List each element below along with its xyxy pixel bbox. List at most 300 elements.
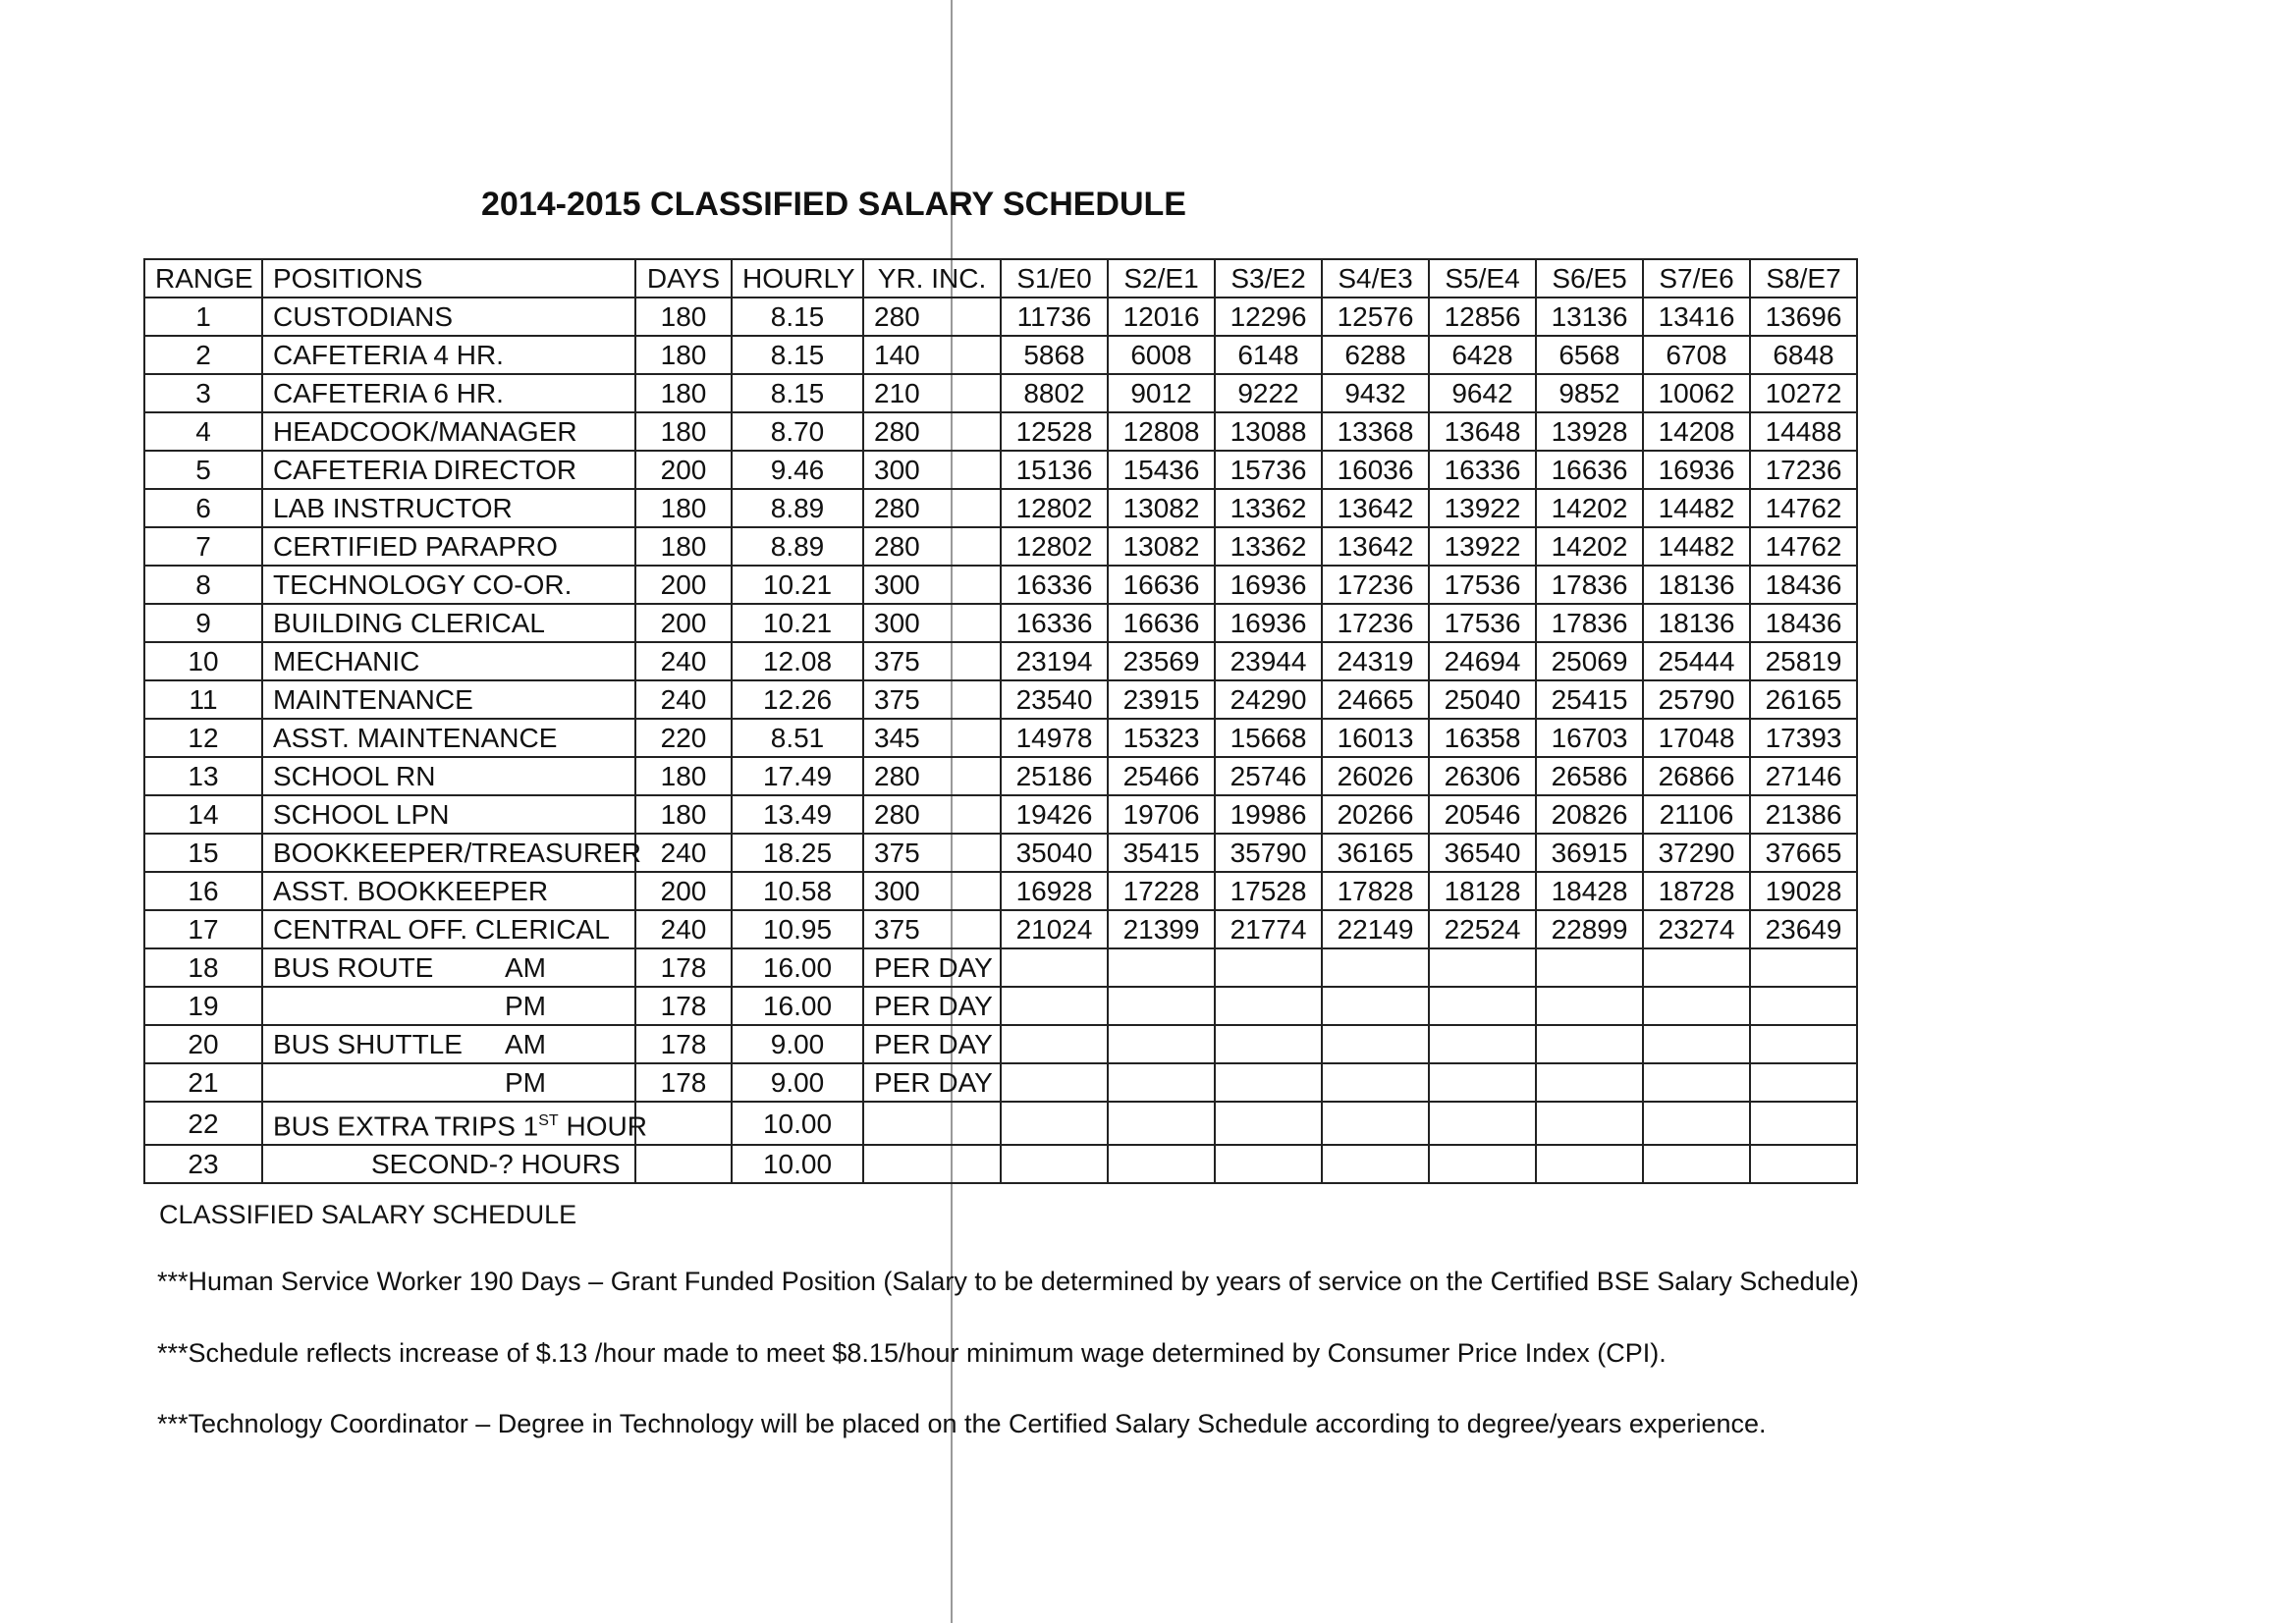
salary-step-cell: 13922 (1429, 527, 1536, 566)
salary-step-cell: 14762 (1750, 489, 1857, 527)
salary-step-cell: 14202 (1536, 527, 1643, 566)
salary-step-cell: 16703 (1536, 719, 1643, 757)
table-row (144, 1102, 1857, 1145)
salary-step-cell: 26866 (1643, 757, 1750, 795)
table-row (144, 374, 1857, 412)
salary-step-cell: 18128 (1429, 872, 1536, 910)
range-cell: 22 (144, 1102, 262, 1145)
hourly-cell: 12.08 (732, 642, 863, 680)
position-cell (262, 527, 635, 566)
position-cell (262, 1063, 635, 1102)
position-label: CERTIFIED PARAPRO (273, 531, 558, 562)
position-cell (262, 374, 635, 412)
salary-step-cell (1643, 987, 1750, 1025)
yearly-increment-cell: PER DAY (863, 1025, 1001, 1063)
hourly-cell: 10.95 (732, 910, 863, 948)
yearly-increment-cell: 375 (863, 910, 1001, 948)
table-row (144, 910, 1857, 948)
column-header: S2/E1 (1108, 259, 1215, 298)
salary-step-cell: 20546 (1429, 795, 1536, 834)
position-cell (262, 566, 635, 604)
yearly-increment-cell: 280 (863, 757, 1001, 795)
salary-step-cell: 26165 (1750, 680, 1857, 719)
salary-step-cell: 21774 (1215, 910, 1322, 948)
yearly-increment-cell: PER DAY (863, 948, 1001, 987)
salary-step-cell: 27146 (1750, 757, 1857, 795)
hourly-cell: 13.49 (732, 795, 863, 834)
note-technology-coordinator: ***Technology Coordinator – Degree in Technology will be placed on the Certified Salary Schedule according to degree/years experience. (157, 1409, 1767, 1438)
position-label: CENTRAL OFF. CLERICAL (273, 914, 610, 945)
salary-step-cell (1429, 987, 1536, 1025)
salary-step-cell: 20826 (1536, 795, 1643, 834)
salary-step-cell (1215, 1102, 1322, 1145)
salary-step-cell: 16936 (1643, 451, 1750, 489)
shift-label: AM (505, 952, 546, 983)
salary-step-cell: 21024 (1001, 910, 1108, 948)
days-cell: 240 (635, 642, 732, 680)
salary-step-cell: 36165 (1322, 834, 1429, 872)
position-label: ASST. MAINTENANCE (273, 723, 558, 753)
salary-step-cell: 37290 (1643, 834, 1750, 872)
position-label: BUS EXTRA TRIPS 1 (273, 1110, 539, 1142)
table-row (144, 680, 1857, 719)
salary-step-cell (1215, 1145, 1322, 1183)
salary-step-cell (1108, 1102, 1215, 1145)
table-header-row (144, 259, 1857, 298)
salary-step-cell: 22899 (1536, 910, 1643, 948)
salary-step-cell (1750, 1063, 1857, 1102)
yearly-increment-cell: 300 (863, 604, 1001, 642)
salary-step-cell (1001, 1063, 1108, 1102)
salary-step-cell: 16336 (1429, 451, 1536, 489)
salary-step-cell: 13642 (1322, 527, 1429, 566)
table-row (144, 719, 1857, 757)
position-label: TECHNOLOGY CO-OR. (273, 569, 573, 600)
hourly-cell: 8.15 (732, 298, 863, 336)
salary-step-cell (1429, 1063, 1536, 1102)
position-label: MECHANIC (273, 646, 420, 676)
salary-step-cell: 25819 (1750, 642, 1857, 680)
salary-step-cell (1322, 1102, 1429, 1145)
position-label: CAFETERIA DIRECTOR (273, 455, 577, 485)
column-header: S4/E3 (1322, 259, 1429, 298)
position-label: BUS ROUTE (273, 952, 434, 983)
days-cell: 240 (635, 834, 732, 872)
table-row (144, 987, 1857, 1025)
salary-step-cell (1001, 1145, 1108, 1183)
salary-step-cell: 19028 (1750, 872, 1857, 910)
days-cell: 240 (635, 680, 732, 719)
shift-label: PM (505, 1067, 546, 1098)
table-row (144, 527, 1857, 566)
position-label: ASST. BOOKKEEPER (273, 876, 549, 906)
position-label: SCHOOL RN (273, 761, 436, 791)
position-cell (262, 910, 635, 948)
salary-step-cell: 16936 (1215, 604, 1322, 642)
salary-step-cell (1215, 1025, 1322, 1063)
range-cell: 23 (144, 1145, 262, 1183)
position-cell (262, 489, 635, 527)
salary-step-cell: 17536 (1429, 566, 1536, 604)
salary-step-cell (1750, 987, 1857, 1025)
position-label: SCHOOL LPN (273, 799, 450, 830)
column-header: HOURLY (732, 259, 863, 298)
yearly-increment-cell (863, 1145, 1001, 1183)
position-label: BUS SHUTTLE (273, 1029, 463, 1059)
shift-label: AM (505, 1029, 546, 1059)
hourly-cell: 17.49 (732, 757, 863, 795)
position-suffix: HOUR (558, 1110, 647, 1142)
salary-step-cell (1322, 1025, 1429, 1063)
position-cell (262, 1025, 635, 1063)
days-cell: 200 (635, 451, 732, 489)
table-row (144, 948, 1857, 987)
table-row (144, 1025, 1857, 1063)
position-cell (262, 719, 635, 757)
salary-step-cell: 17528 (1215, 872, 1322, 910)
salary-step-cell: 23944 (1215, 642, 1322, 680)
days-cell: 180 (635, 374, 732, 412)
salary-step-cell: 10272 (1750, 374, 1857, 412)
salary-step-cell: 17536 (1429, 604, 1536, 642)
salary-step-cell: 12856 (1429, 298, 1536, 336)
hourly-cell: 10.21 (732, 566, 863, 604)
range-cell: 3 (144, 374, 262, 412)
salary-step-cell: 10062 (1643, 374, 1750, 412)
position-label: BUILDING CLERICAL (273, 608, 545, 638)
salary-step-cell (1001, 987, 1108, 1025)
column-header: S6/E5 (1536, 259, 1643, 298)
salary-step-cell: 13648 (1429, 412, 1536, 451)
position-label: SECOND-? HOURS (371, 1149, 621, 1180)
range-cell: 11 (144, 680, 262, 719)
salary-step-cell: 12802 (1001, 489, 1108, 527)
salary-step-cell (1643, 1025, 1750, 1063)
salary-step-cell: 14978 (1001, 719, 1108, 757)
salary-step-cell (1108, 987, 1215, 1025)
yearly-increment-cell: 280 (863, 795, 1001, 834)
salary-step-cell: 22149 (1322, 910, 1429, 948)
table-row (144, 412, 1857, 451)
salary-step-cell (1108, 1025, 1215, 1063)
salary-step-cell: 15436 (1108, 451, 1215, 489)
salary-step-cell: 15136 (1001, 451, 1108, 489)
range-cell: 20 (144, 1025, 262, 1063)
yearly-increment-cell: 300 (863, 451, 1001, 489)
salary-step-cell (1429, 1025, 1536, 1063)
salary-step-cell (1536, 1025, 1643, 1063)
position-cell (262, 948, 635, 987)
range-cell: 2 (144, 336, 262, 374)
days-cell: 180 (635, 412, 732, 451)
salary-step-cell: 18428 (1536, 872, 1643, 910)
salary-step-cell (1001, 948, 1108, 987)
salary-step-cell: 15736 (1215, 451, 1322, 489)
position-label: CAFETERIA 6 HR. (273, 378, 504, 408)
days-cell: 180 (635, 336, 732, 374)
salary-step-cell: 13696 (1750, 298, 1857, 336)
days-cell: 178 (635, 1063, 732, 1102)
salary-step-cell: 25466 (1108, 757, 1215, 795)
salary-step-cell (1322, 987, 1429, 1025)
salary-step-cell: 25444 (1643, 642, 1750, 680)
yearly-increment-cell: PER DAY (863, 987, 1001, 1025)
salary-step-cell: 25040 (1429, 680, 1536, 719)
yearly-increment-cell: 300 (863, 566, 1001, 604)
salary-step-cell: 18728 (1643, 872, 1750, 910)
salary-step-cell: 35790 (1215, 834, 1322, 872)
yearly-increment-cell (863, 1102, 1001, 1145)
days-cell: 178 (635, 948, 732, 987)
range-cell: 13 (144, 757, 262, 795)
salary-step-cell: 14208 (1643, 412, 1750, 451)
range-cell: 19 (144, 987, 262, 1025)
days-cell: 240 (635, 910, 732, 948)
salary-table (143, 258, 1858, 1184)
column-header: DAYS (635, 259, 732, 298)
salary-step-cell: 6288 (1322, 336, 1429, 374)
salary-step-cell (1322, 948, 1429, 987)
hourly-cell: 9.00 (732, 1025, 863, 1063)
range-cell: 16 (144, 872, 262, 910)
salary-step-cell: 23274 (1643, 910, 1750, 948)
range-cell: 7 (144, 527, 262, 566)
salary-step-cell: 26026 (1322, 757, 1429, 795)
range-cell: 12 (144, 719, 262, 757)
table-row (144, 795, 1857, 834)
column-header: S3/E2 (1215, 259, 1322, 298)
table-row (144, 642, 1857, 680)
yearly-increment-cell: 280 (863, 489, 1001, 527)
note-human-service-worker: ***Human Service Worker 190 Days – Grant Funded Position (Salary to be determined by years of service on the Certified BSE Salary Schedule) (157, 1267, 1859, 1296)
table-row (144, 834, 1857, 872)
position-cell (262, 757, 635, 795)
yearly-increment-cell: 375 (863, 680, 1001, 719)
salary-step-cell: 24694 (1429, 642, 1536, 680)
hourly-cell: 10.58 (732, 872, 863, 910)
salary-step-cell: 14482 (1643, 527, 1750, 566)
hourly-cell: 9.00 (732, 1063, 863, 1102)
hourly-cell: 10.00 (732, 1102, 863, 1145)
hourly-cell: 8.70 (732, 412, 863, 451)
salary-step-cell: 36540 (1429, 834, 1536, 872)
salary-step-cell: 13362 (1215, 489, 1322, 527)
salary-step-cell: 21106 (1643, 795, 1750, 834)
salary-step-cell: 24319 (1322, 642, 1429, 680)
range-cell: 1 (144, 298, 262, 336)
salary-step-cell: 35415 (1108, 834, 1215, 872)
salary-step-cell (1215, 1063, 1322, 1102)
range-cell: 4 (144, 412, 262, 451)
range-cell: 21 (144, 1063, 262, 1102)
salary-step-cell: 13928 (1536, 412, 1643, 451)
salary-step-cell: 6568 (1536, 336, 1643, 374)
salary-step-cell: 14202 (1536, 489, 1643, 527)
days-cell: 200 (635, 566, 732, 604)
position-label: LAB INSTRUCTOR (273, 493, 513, 523)
salary-step-cell: 12528 (1001, 412, 1108, 451)
salary-step-cell (1750, 1102, 1857, 1145)
days-cell: 180 (635, 795, 732, 834)
table-row (144, 298, 1857, 336)
position-label: CAFETERIA 4 HR. (273, 340, 504, 370)
salary-step-cell: 35040 (1001, 834, 1108, 872)
salary-step-cell: 18136 (1643, 566, 1750, 604)
salary-step-cell: 25415 (1536, 680, 1643, 719)
salary-step-cell: 13416 (1643, 298, 1750, 336)
salary-step-cell: 16928 (1001, 872, 1108, 910)
range-cell: 17 (144, 910, 262, 948)
salary-step-cell: 13642 (1322, 489, 1429, 527)
salary-step-cell: 9012 (1108, 374, 1215, 412)
salary-step-cell: 23649 (1750, 910, 1857, 948)
salary-step-cell (1108, 948, 1215, 987)
yearly-increment-cell: 300 (863, 872, 1001, 910)
position-cell (262, 834, 641, 872)
salary-step-cell: 17048 (1643, 719, 1750, 757)
salary-step-cell: 13362 (1215, 527, 1322, 566)
salary-step-cell: 12016 (1108, 298, 1215, 336)
note-minimum-wage: ***Schedule reflects increase of $.13 /hour made to meet $8.15/hour minimum wage determined by Consumer Price Index (CPI). (157, 1338, 1667, 1368)
hourly-cell: 8.89 (732, 527, 863, 566)
yearly-increment-cell: PER DAY (863, 1063, 1001, 1102)
range-cell: 18 (144, 948, 262, 987)
salary-step-cell: 16636 (1108, 604, 1215, 642)
column-header: S1/E0 (1001, 259, 1108, 298)
hourly-cell: 16.00 (732, 987, 863, 1025)
salary-step-cell: 5868 (1001, 336, 1108, 374)
yearly-increment-cell: 375 (863, 834, 1001, 872)
salary-step-cell: 9432 (1322, 374, 1429, 412)
position-label: CUSTODIANS (273, 301, 454, 332)
salary-step-cell (1750, 1025, 1857, 1063)
salary-step-cell: 11736 (1001, 298, 1108, 336)
days-cell (635, 1145, 732, 1183)
salary-step-cell: 13136 (1536, 298, 1643, 336)
hourly-cell: 8.51 (732, 719, 863, 757)
salary-step-cell: 25186 (1001, 757, 1108, 795)
position-label: HEADCOOK/MANAGER (273, 416, 577, 447)
salary-step-cell: 12576 (1322, 298, 1429, 336)
table-row (144, 566, 1857, 604)
salary-step-cell: 6428 (1429, 336, 1536, 374)
salary-step-cell: 24290 (1215, 680, 1322, 719)
salary-step-cell: 13922 (1429, 489, 1536, 527)
salary-step-cell: 37665 (1750, 834, 1857, 872)
salary-step-cell: 23915 (1108, 680, 1215, 719)
table-row (144, 1145, 1857, 1183)
salary-step-cell (1750, 1145, 1857, 1183)
days-cell: 180 (635, 489, 732, 527)
table-row (144, 336, 1857, 374)
salary-step-cell: 21399 (1108, 910, 1215, 948)
salary-step-cell: 15668 (1215, 719, 1322, 757)
salary-step-cell: 17236 (1322, 566, 1429, 604)
column-header: S8/E7 (1750, 259, 1857, 298)
salary-step-cell: 23194 (1001, 642, 1108, 680)
hourly-cell: 10.21 (732, 604, 863, 642)
salary-step-cell: 13082 (1108, 527, 1215, 566)
salary-step-cell: 13368 (1322, 412, 1429, 451)
salary-step-cell: 19426 (1001, 795, 1108, 834)
salary-step-cell: 17393 (1750, 719, 1857, 757)
salary-step-cell (1215, 948, 1322, 987)
hourly-cell: 10.00 (732, 1145, 863, 1183)
salary-step-cell: 36915 (1536, 834, 1643, 872)
position-cell (262, 604, 635, 642)
hourly-cell: 8.15 (732, 374, 863, 412)
salary-step-cell: 22524 (1429, 910, 1536, 948)
salary-step-cell (1429, 1102, 1536, 1145)
position-cell (262, 987, 635, 1025)
range-cell: 9 (144, 604, 262, 642)
column-header: S7/E6 (1643, 259, 1750, 298)
salary-step-cell: 14762 (1750, 527, 1857, 566)
salary-step-cell (1536, 1145, 1643, 1183)
salary-step-cell: 19706 (1108, 795, 1215, 834)
salary-step-cell: 16336 (1001, 566, 1108, 604)
salary-step-cell: 19986 (1215, 795, 1322, 834)
salary-step-cell (1108, 1145, 1215, 1183)
table-row (144, 1063, 1857, 1102)
table-row (144, 872, 1857, 910)
salary-step-cell (1322, 1063, 1429, 1102)
salary-step-cell (1429, 1145, 1536, 1183)
column-header: RANGE (144, 259, 262, 298)
salary-step-cell: 17836 (1536, 604, 1643, 642)
table-row (144, 451, 1857, 489)
position-cell (262, 298, 635, 336)
salary-step-cell (1001, 1102, 1108, 1145)
table-row (144, 757, 1857, 795)
salary-step-cell: 9852 (1536, 374, 1643, 412)
position-cell (262, 872, 635, 910)
salary-step-cell (1536, 1102, 1643, 1145)
position-cell (262, 451, 635, 489)
column-header: YR. INC. (863, 259, 1001, 298)
days-cell: 220 (635, 719, 732, 757)
days-cell: 180 (635, 527, 732, 566)
salary-step-cell: 18136 (1643, 604, 1750, 642)
hourly-cell: 16.00 (732, 948, 863, 987)
salary-step-cell: 17228 (1108, 872, 1215, 910)
salary-step-cell: 16936 (1215, 566, 1322, 604)
position-cell (262, 680, 635, 719)
range-cell: 10 (144, 642, 262, 680)
range-cell: 5 (144, 451, 262, 489)
position-cell (262, 642, 635, 680)
salary-step-cell: 17236 (1322, 604, 1429, 642)
days-cell: 178 (635, 987, 732, 1025)
days-cell: 180 (635, 757, 732, 795)
salary-step-cell: 16013 (1322, 719, 1429, 757)
range-cell: 8 (144, 566, 262, 604)
salary-step-cell (1536, 1063, 1643, 1102)
position-cell (262, 412, 635, 451)
days-cell (635, 1102, 732, 1145)
range-cell: 14 (144, 795, 262, 834)
range-cell: 15 (144, 834, 262, 872)
salary-step-cell (1001, 1025, 1108, 1063)
salary-step-cell: 9642 (1429, 374, 1536, 412)
salary-step-cell: 25746 (1215, 757, 1322, 795)
position-label: BOOKKEEPER/TREASURER (273, 838, 641, 868)
salary-step-cell: 14482 (1643, 489, 1750, 527)
days-cell: 200 (635, 872, 732, 910)
salary-step-cell: 8802 (1001, 374, 1108, 412)
salary-step-cell: 25069 (1536, 642, 1643, 680)
salary-step-cell: 9222 (1215, 374, 1322, 412)
